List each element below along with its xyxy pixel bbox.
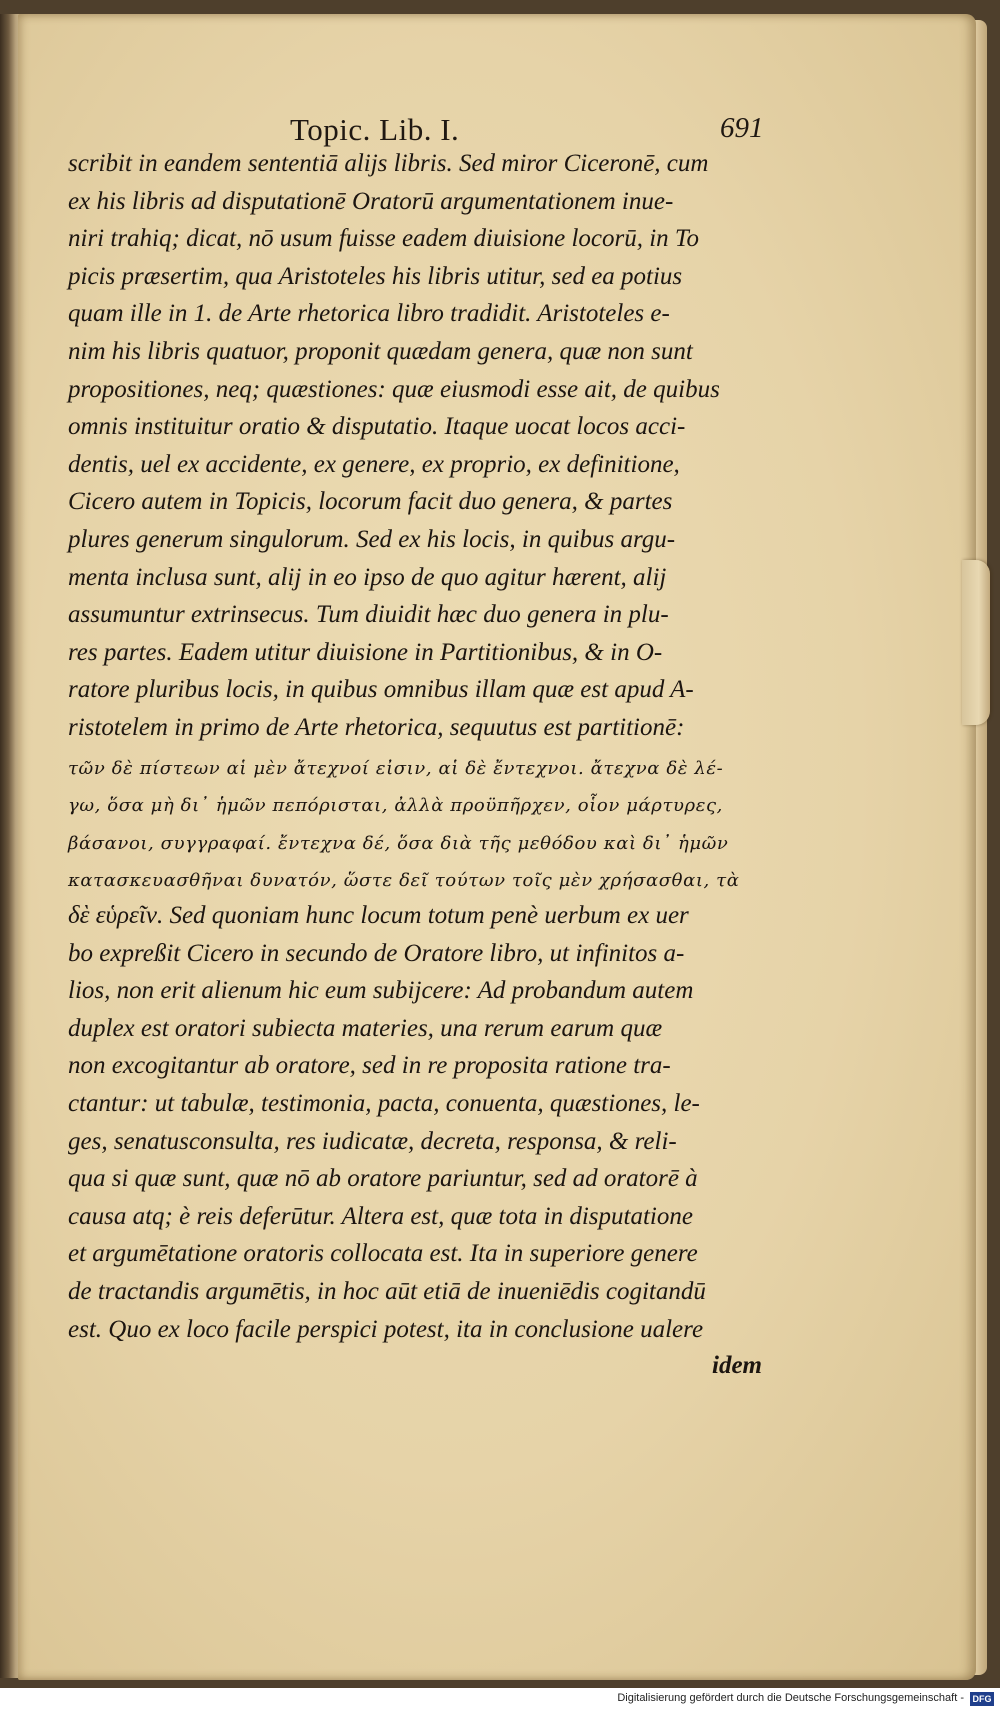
text-line: niri trahiq; dicat, nō usum fuisse eadem diuisione locorū, in To: [68, 225, 700, 253]
text-line: ctantur: ut tabulæ, testimonia, pacta, conuenta, quæstiones, le-: [68, 1090, 700, 1117]
page-header: [290, 112, 770, 152]
text-line: causa atq; è reis deferūtur. Altera est, quæ tota in disputatione: [68, 1202, 693, 1230]
text-line: dentis, uel ex accidente, ex genere, ex proprio, ex definitione,: [68, 450, 680, 478]
text-line: γω, ὅσα μὴ δι᾽ ἡμῶν πεπόρισται, ἀλλὰ προϋπῆρχεν, οἷον μάρτυρες,: [68, 795, 723, 817]
dfg-logo: DFG: [970, 1692, 994, 1706]
text-line: quam ille in 1. de Arte rhetorica libro tradidit. Aristoteles e-: [68, 300, 670, 328]
text-line: κατασκευασθῆναι δυνατόν, ὥστε δεῖ τούτων τοῖς μὲν χρήσασθαι, τὰ: [68, 870, 740, 892]
text-line: nim his libris quatuor, proponit quædam genera, quæ non sunt: [68, 338, 693, 365]
text-line: ristotelem in primo de Arte rhetorica, sequutus est partitionē:: [68, 714, 685, 741]
text-line: ex his libris ad disputationē Oratorū argumentationem inue-: [68, 187, 674, 215]
text-line: res partes. Eadem utitur diuisione in Partitionibus, & in O-: [68, 638, 663, 666]
text-line: scribit in eandem sententiā alijs libris. Sed miror Ciceronē, cum: [68, 150, 709, 177]
page-number: 691: [720, 112, 764, 144]
running-head: Topic. Lib. I.: [290, 112, 460, 147]
catch-word: idem: [712, 1352, 762, 1379]
text-line: assumuntur extrinsecus. Tum diuidit hæc duo genera in plu-: [68, 601, 669, 629]
text-line: τῶν δὲ πίστεων αἱ μὲν ἄτεχνοί εἰσιν, αἱ δὲ ἔντεχνοι. ἄτεχνα δὲ λέ-: [68, 757, 724, 779]
text-line: Cicero autem in Topicis, locorum facit duo genera, & partes: [68, 488, 673, 516]
page-tab: [962, 560, 990, 725]
text-line: menta inclusa sunt, alij in eo ipso de quo agitur hærent, alij: [68, 563, 667, 591]
text-line: propositiones, neq; quæstiones: quæ eiusmodi esse ait, de quibus: [68, 375, 720, 403]
text-line: est. Quo ex loco facile perspici potest, ita in conclusione ualere: [68, 1315, 704, 1343]
text-line: et argumētatione oratoris collocata est. Ita in superiore genere: [68, 1240, 698, 1268]
text-line: picis præsertim, qua Aristoteles his libris utitur, sed ea potius: [68, 262, 683, 290]
text-line: ges, senatusconsulta, res iudicatæ, decreta, responsa, & reli-: [68, 1127, 677, 1155]
text-line: de tractandis argumētis, in hoc aūt etiā de inueniēdis cogitandū: [68, 1278, 706, 1305]
text-line: ratore pluribus locis, in quibus omnibus illam quæ est apud A-: [68, 676, 694, 704]
text-line: non excogitantur ab oratore, sed in re proposita ratione tra-: [68, 1052, 671, 1080]
text-line: lios, non erit alienum hic eum subijcere: Ad probandum autem: [68, 977, 694, 1005]
footer-credit: Digitalisierung gefördert durch die Deutsche Forschungsgemeinschaft -: [617, 1692, 964, 1704]
footer-band: [0, 1688, 1000, 1713]
text-line: βάσανοι, συγγραφαί. ἔντεχνα δέ, ὅσα διὰ τῆς μεθόδου καὶ δι᾽ ἡμῶν: [68, 832, 729, 854]
text-line: δὲ εὑρεῖν. Sed quoniam hunc locum totum penè uerbum ex uer: [68, 902, 689, 929]
text-line: bo expreßit Cicero in secundo de Oratore libro, ut infinitos a-: [68, 939, 685, 967]
text-line: qua si quæ sunt, quæ nō ab oratore pariuntur, sed ad oratorē à: [68, 1165, 698, 1193]
text-line: plures generum singulorum. Sed ex his locis, in quibus argu-: [68, 526, 676, 553]
text-line: omnis instituitur oratio & disputatio. Itaque uocat locos acci-: [68, 413, 686, 441]
text-line: duplex est oratori subiecta materies, una rerum earum quæ: [68, 1014, 663, 1042]
